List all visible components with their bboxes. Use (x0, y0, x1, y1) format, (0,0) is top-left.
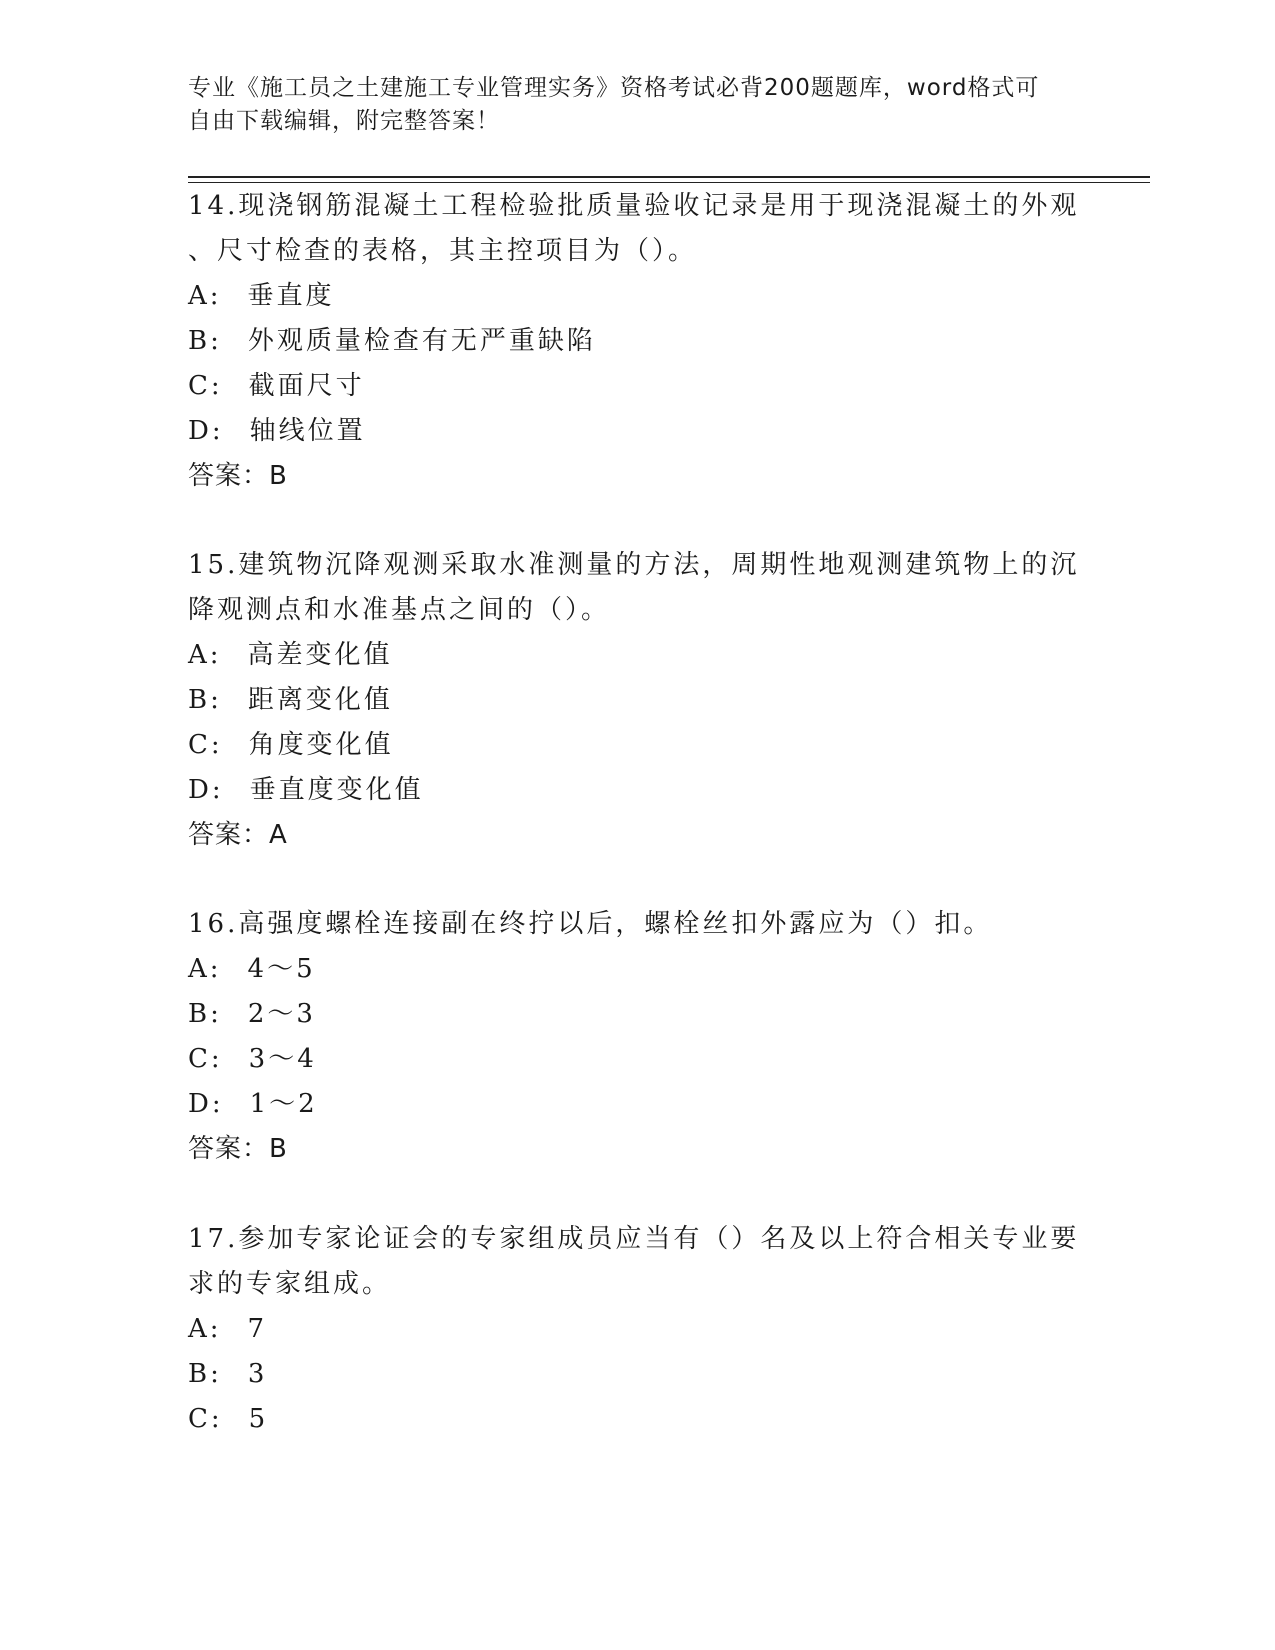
option-d (188, 1082, 1088, 1127)
option-b (188, 319, 1088, 364)
option-b (188, 992, 1088, 1037)
option-b (188, 678, 1088, 723)
option-a (188, 947, 1088, 992)
answer-line: 答案：A (188, 820, 288, 850)
question-stem-line: 14.现浇钢筋混凝土工程检验批质量验收记录是用于现浇混凝土的外观 (188, 191, 1080, 221)
question-stem (188, 902, 1088, 947)
option-letter: C: (188, 1044, 223, 1074)
option-text: 垂直度变化值 (249, 775, 424, 805)
header-line-2: 自由下载编辑，附完整答案！ (188, 108, 500, 134)
option-a (188, 274, 1088, 319)
option-text: 高差变化值 (247, 640, 393, 670)
option-letter: C: (188, 371, 223, 401)
question-17 (188, 1217, 1088, 1442)
option-letter: D: (188, 416, 224, 446)
header-divider-thick (188, 176, 1150, 178)
option-b (188, 1352, 1088, 1397)
question-15 (188, 543, 1088, 858)
option-text: 4～5 (247, 954, 316, 984)
option-d (188, 409, 1088, 454)
answer-line: 答案：B (188, 461, 288, 491)
option-text: 截面尺寸 (248, 371, 365, 401)
option-text: 轴线位置 (249, 416, 366, 446)
option-text: 7 (247, 1314, 268, 1344)
option-text: 2～3 (247, 999, 316, 1029)
option-letter: D: (188, 1089, 224, 1119)
option-letter: B: (188, 1359, 222, 1389)
question-stem-line: 求的专家组成。 (188, 1269, 392, 1299)
question-stem-line: 17.参加专家论证会的专家组成员应当有（）名及以上符合相关专业要 (188, 1224, 1080, 1254)
document-header (188, 72, 1068, 138)
question-stem-line: 15.建筑物沉降观测采取水准测量的方法，周期性地观测建筑物上的沉 (188, 550, 1080, 580)
answer-line: 答案：B (188, 1134, 288, 1164)
option-c (188, 1037, 1088, 1082)
option-text: 1～2 (249, 1089, 318, 1119)
option-letter: C: (188, 1404, 223, 1434)
option-letter: B: (188, 326, 222, 356)
question-16 (188, 902, 1088, 1172)
option-text: 3～4 (248, 1044, 317, 1074)
option-c (188, 1397, 1088, 1442)
option-letter: B: (188, 685, 222, 715)
question-stem-line: 16.高强度螺栓连接副在终拧以后，螺栓丝扣外露应为（）扣。 (188, 909, 993, 939)
header-divider-thin (188, 182, 1150, 183)
question-14 (188, 184, 1088, 499)
question-stem-line: 、尺寸检查的表格，其主控项目为（）。 (188, 236, 698, 266)
option-a (188, 633, 1088, 678)
option-letter: A: (188, 640, 222, 670)
option-text: 外观质量检查有无严重缺陷 (247, 326, 596, 356)
option-letter: A: (188, 281, 222, 311)
option-a (188, 1307, 1088, 1352)
option-letter: C: (188, 730, 223, 760)
option-d (188, 768, 1088, 813)
option-text: 垂直度 (247, 281, 335, 311)
option-text: 距离变化值 (247, 685, 393, 715)
option-letter: B: (188, 999, 222, 1029)
header-line-1: 专业《施工员之土建施工专业管理实务》资格考试必背200题题库，word格式可 (188, 75, 1040, 101)
question-stem (188, 1217, 1088, 1307)
option-c (188, 364, 1088, 409)
option-letter: A: (188, 1314, 222, 1344)
option-letter: A: (188, 954, 222, 984)
question-stem (188, 184, 1088, 274)
question-stem (188, 543, 1088, 633)
option-text: 5 (248, 1404, 269, 1434)
question-stem-line: 降观测点和水准基点之间的（）。 (188, 595, 611, 625)
option-text: 3 (247, 1359, 268, 1389)
option-c (188, 723, 1088, 768)
option-text: 角度变化值 (248, 730, 394, 760)
option-letter: D: (188, 775, 224, 805)
